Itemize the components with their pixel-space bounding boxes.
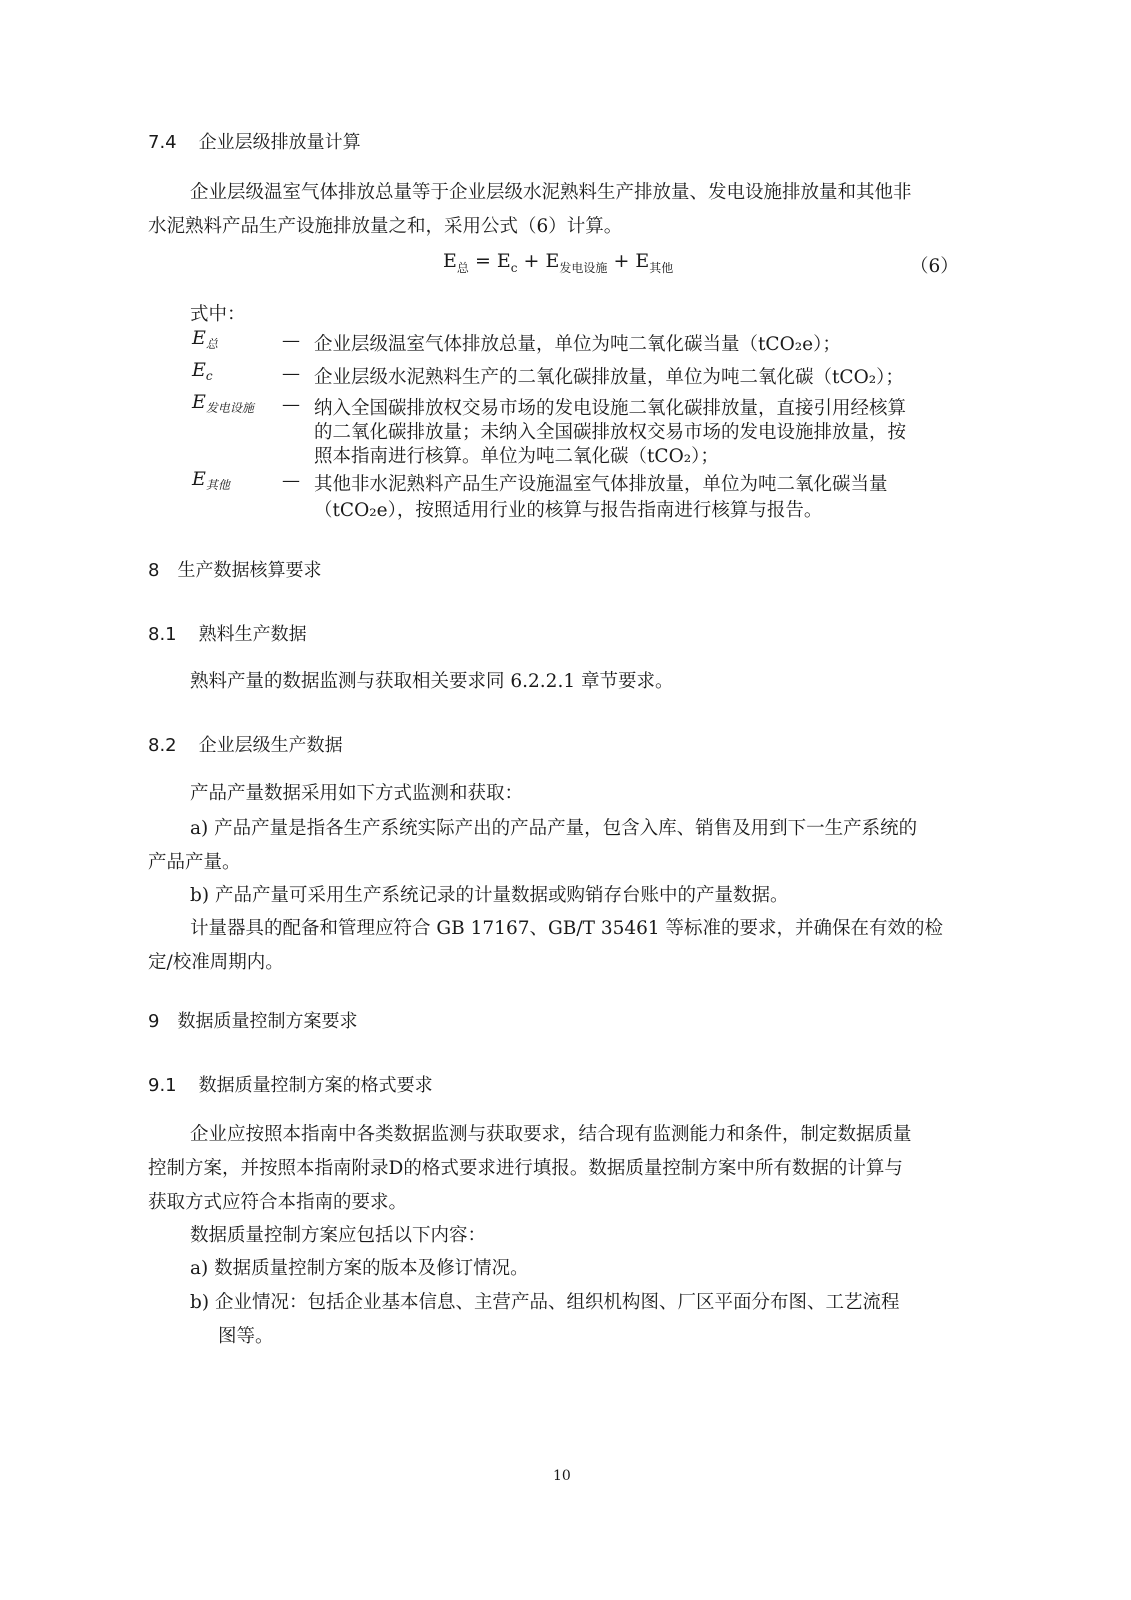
paragraph-line: 熟料产量的数据监测与获取相关要求同 6.2.2.1 章节要求。 [190,671,674,692]
variable-symbol: $E_总$ [192,327,218,351]
definition-dash: — [282,363,300,384]
section-number: 8 [148,560,160,581]
where-label: 式中： [190,304,246,325]
page-number: 10 [553,1468,571,1484]
definition-line: 其他非水泥熟料产品生产设施温室气体排放量，单位为吨二氧化碳当量 [314,474,888,495]
definition-line: 企业层级温室气体排放总量，单位为吨二氧化碳当量（tCO₂e）； [314,334,841,355]
variable-symbol: $E_{发电设施}$ [192,391,254,415]
paragraph-line: 企业应按照本指南中各类数据监测与获取要求，结合现有监测能力和条件，制定数据质量 [190,1124,912,1145]
paragraph-line: 定/校准周期内。 [148,952,284,973]
variable-symbol: $E_{其他}$ [192,468,230,492]
section-heading-8-1 [148,620,307,646]
definition-line: 照本指南进行核算。单位为吨二氧化碳（tCO₂）； [314,446,719,467]
section-heading-8-2 [148,731,343,757]
paragraph-line: 计量器具的配备和管理应符合 GB 17167、GB/T 35461 等标准的要求，并确保在有效的检 [190,918,944,939]
section-number: 9.1 [148,1075,177,1096]
paragraph-line: 水泥熟料产品生产设施排放量之和，采用公式（6）计算。 [148,216,623,237]
paragraph-line: 控制方案，并按照本指南附录D的格式要求进行填报。数据质量控制方案中所有数据的计算与 [148,1158,903,1179]
section-title: 企业层级排放量计算 [198,132,361,153]
section-title: 熟料生产数据 [198,624,307,645]
paragraph-line: 获取方式应符合本指南的要求。 [148,1192,408,1213]
definition-line: （tCO₂e），按照适用行业的核算与报告指南进行核算与报告。 [314,500,823,521]
list-item-line: b) 产品产量可采用生产系统记录的计量数据或购销存台账中的产量数据。 [190,885,789,906]
definition-line: 纳入全国碳排放权交易市场的发电设施二氧化碳排放量，直接引用经核算 [314,398,907,419]
equation-number: （6） [910,256,959,277]
section-heading-9 [148,1007,357,1033]
section-title: 数据质量控制方案要求 [177,1011,358,1032]
paragraph-line: 产品产量数据采用如下方式监测和获取： [190,783,524,804]
definition-line: 企业层级水泥熟料生产的二氧化碳排放量，单位为吨二氧化碳（tCO₂）； [314,367,904,388]
paragraph-line: 数据质量控制方案应包括以下内容： [190,1225,487,1246]
section-number: 8.2 [148,735,177,756]
section-number: 9 [148,1011,160,1032]
section-heading-9-1 [148,1071,433,1097]
section-number: 7.4 [148,132,177,153]
paragraph-line: 企业层级温室气体排放总量等于企业层级水泥熟料生产排放量、发电设施排放量和其他非 [190,182,912,203]
definition-dash: — [282,394,300,415]
list-item-line: a) 数据质量控制方案的版本及修订情况。 [190,1258,529,1279]
list-item-line: a) 产品产量是指各生产系统实际产出的产品产量，包含入库、销售及用到下一生产系统的 [190,818,918,839]
variable-symbol: $E_c$ [192,359,213,383]
formula: $E_总 = E_c + E_{发电设施} + E_{其他}$ [443,250,674,275]
definition-line: 的二氧化碳排放量；未纳入全国碳排放权交易市场的发电设施排放量，按 [314,422,907,443]
section-title: 生产数据核算要求 [177,560,322,581]
section-title: 企业层级生产数据 [198,735,343,756]
definition-dash: — [282,330,300,351]
definition-dash: — [282,470,300,491]
section-heading-7-4 [148,128,361,154]
list-item-line: 图等。 [218,1326,274,1347]
list-item-line: b) 企业情况：包括企业基本信息、主营产品、组织机构图、厂区平面分布图、工艺流程 [190,1292,900,1313]
list-item-line: 产品产量。 [148,852,241,873]
section-title: 数据质量控制方案的格式要求 [198,1075,433,1096]
section-number: 8.1 [148,624,177,645]
section-heading-8 [148,556,321,582]
